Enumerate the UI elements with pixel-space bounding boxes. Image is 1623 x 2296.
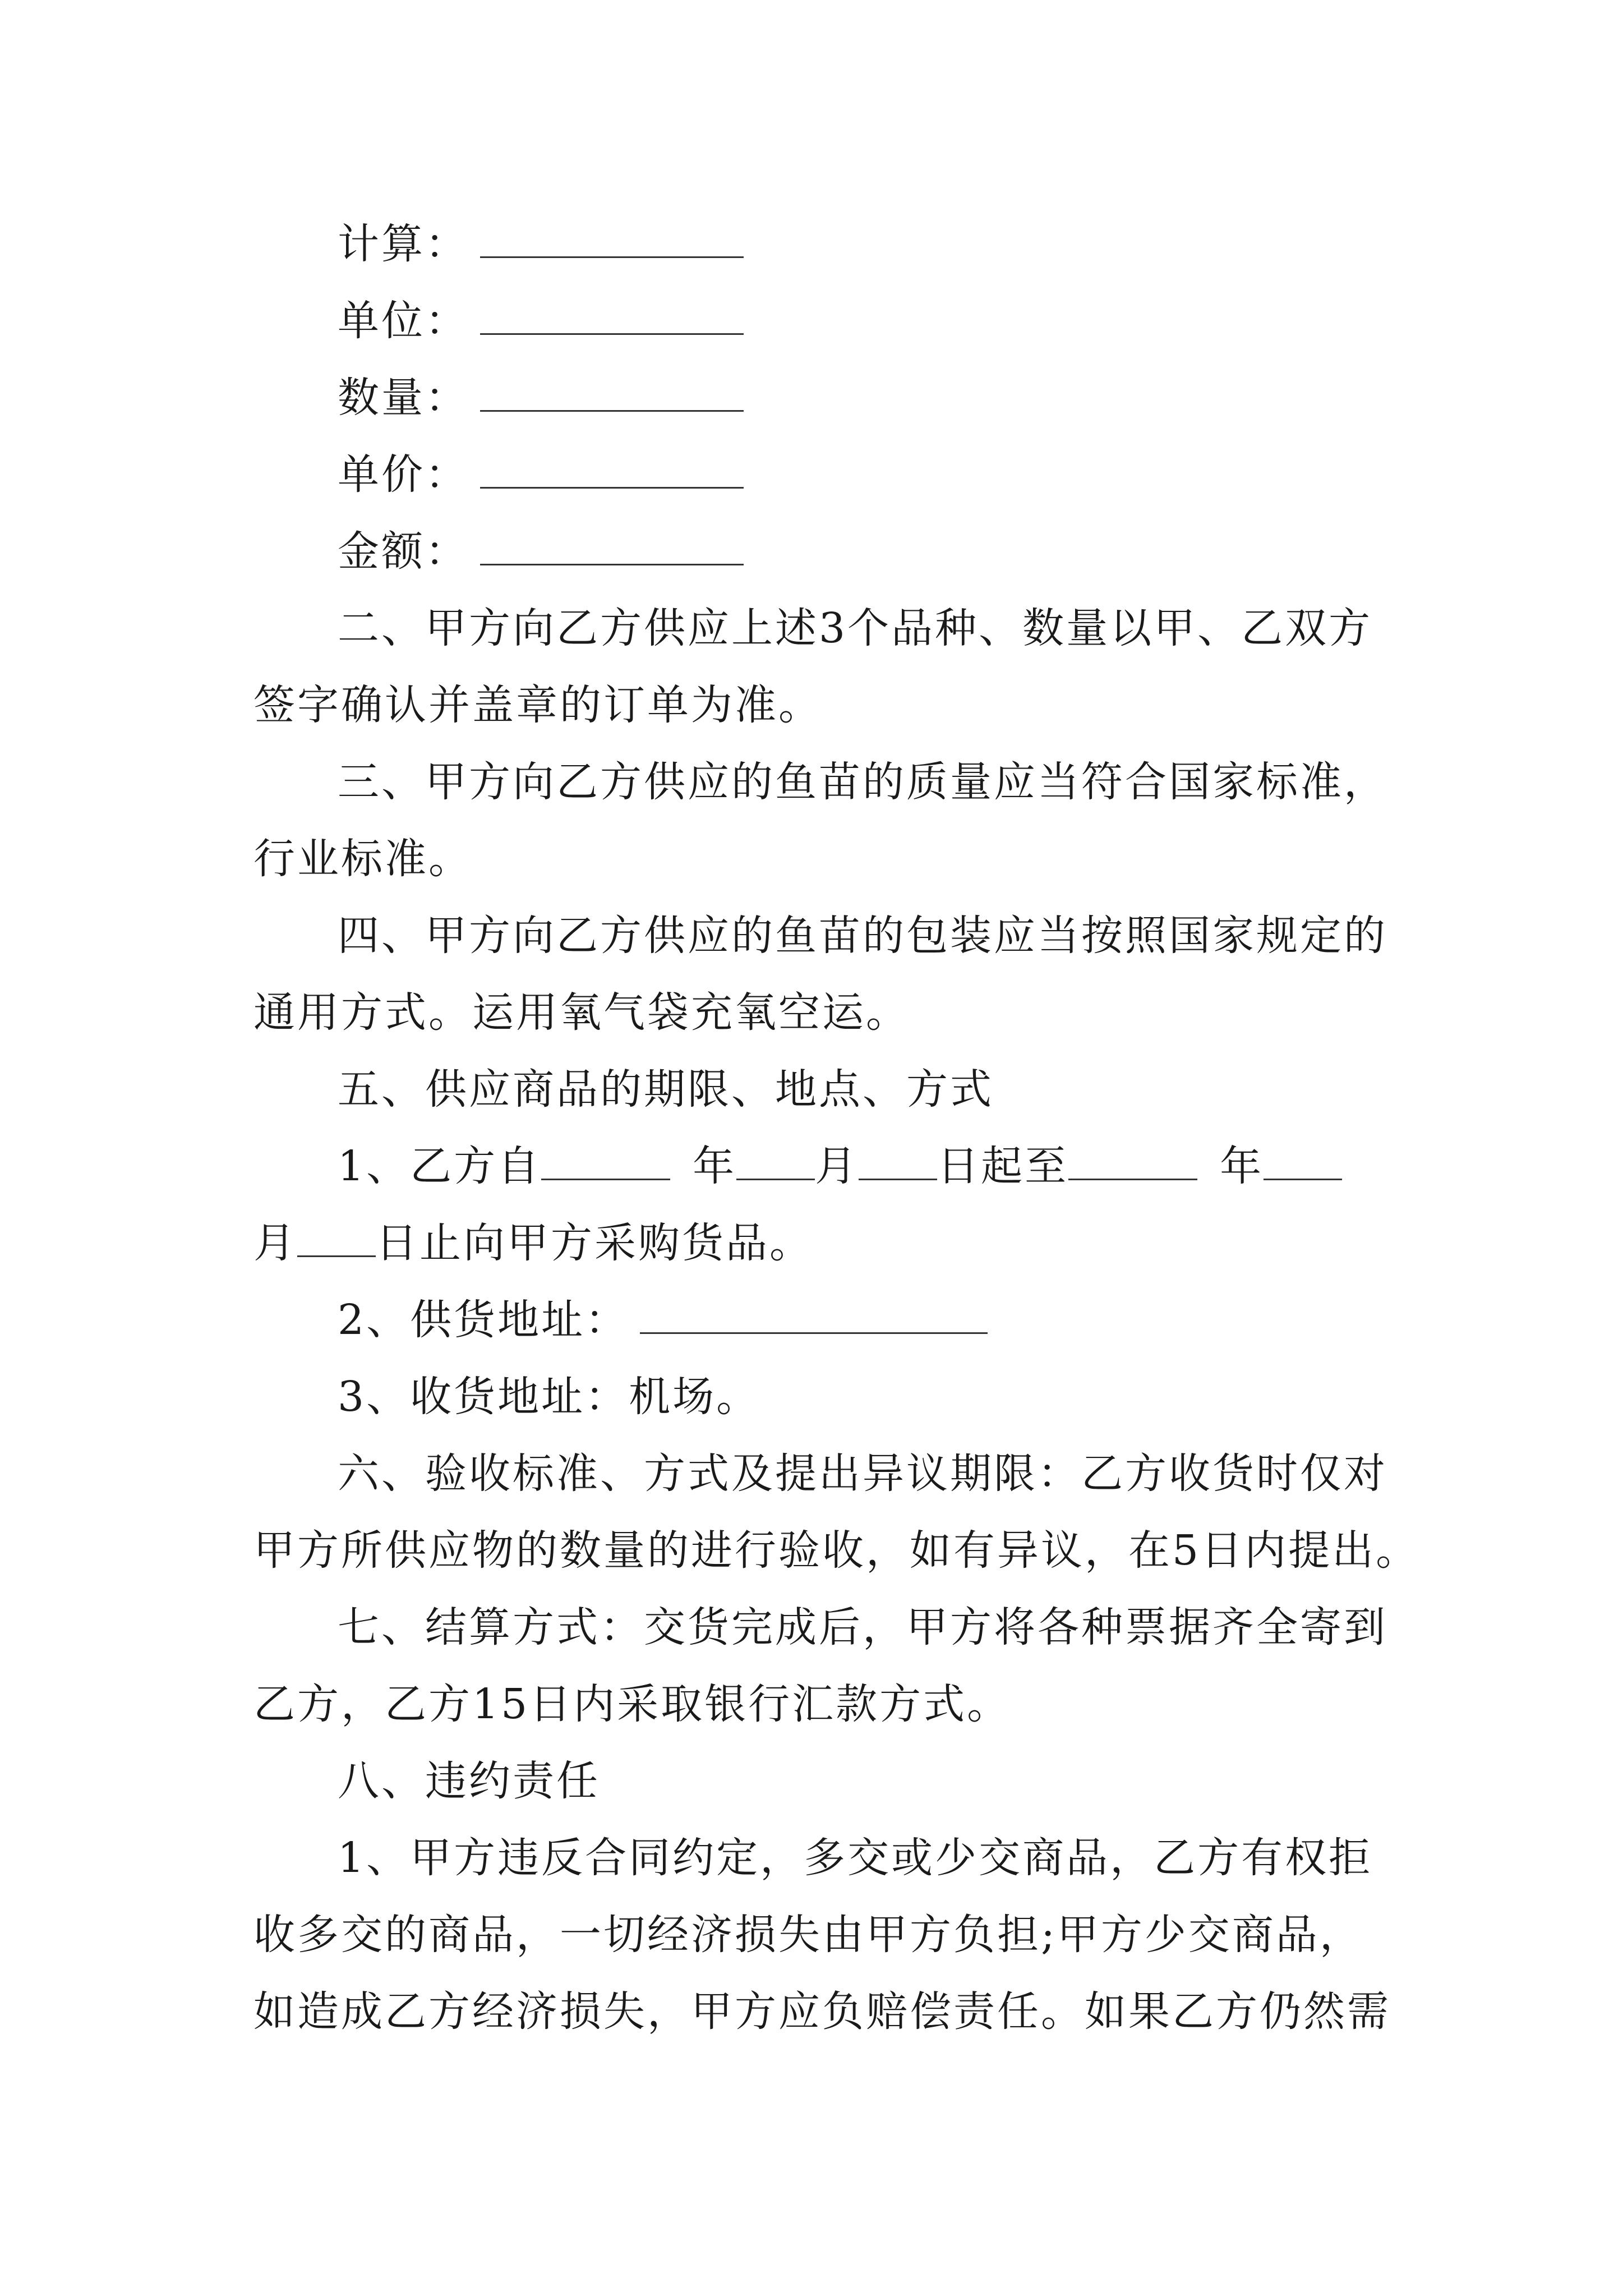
fill-blank[interactable] — [480, 448, 744, 489]
text-segment: 年 — [693, 1142, 737, 1190]
field-quantity — [338, 370, 1381, 426]
section-5-item-1-line-1 — [338, 1138, 1381, 1194]
section-5-item-3: 3、收货地址：机场。 — [338, 1373, 760, 1421]
field-label: 金额： — [338, 527, 469, 576]
text-segment: 2、供货地址： — [338, 1296, 629, 1344]
field-label: 单位： — [338, 297, 469, 345]
field-unit-price — [338, 447, 1381, 503]
section-8-title: 八、违约责任 — [338, 1757, 600, 1805]
fill-blank[interactable] — [480, 294, 744, 335]
section-8-item-1-line-1: 1、甲方违反合同约定，多交或少交商品，乙方有权拒 — [338, 1834, 1373, 1882]
text-segment: 年 — [1220, 1142, 1264, 1190]
month-blank[interactable] — [1264, 1139, 1342, 1180]
text-segment: 月 — [815, 1142, 859, 1190]
field-amount — [338, 523, 1381, 579]
section-5-item-1-line-2 — [253, 1215, 1381, 1271]
section-5-item-2 — [338, 1292, 1381, 1348]
section-5-title: 五、供应商品的期限、地点、方式 — [338, 1065, 994, 1114]
text-segment: 日起至 — [937, 1142, 1069, 1190]
section-7-line-2: 乙方，乙方15日内采取银行汇款方式。 — [253, 1680, 1011, 1728]
fill-blank[interactable] — [480, 371, 744, 412]
field-calc — [338, 216, 1381, 272]
section-2-line-2: 签字确认并盖章的订单为准。 — [253, 681, 822, 729]
section-6-line-1: 六、验收标准、方式及提出异议期限：乙方收货时仅对 — [338, 1450, 1387, 1498]
section-3-line-2: 行业标准。 — [253, 835, 472, 883]
day-blank[interactable] — [297, 1216, 376, 1257]
text-segment: 日止向甲方采购货品。 — [376, 1219, 813, 1267]
day-blank[interactable] — [859, 1139, 937, 1180]
address-blank[interactable] — [640, 1293, 988, 1334]
section-8-item-1-line-2: 收多交的商品，一切经济损失由甲方负担;甲方少交商品， — [253, 1911, 1363, 1959]
year-blank[interactable] — [541, 1139, 670, 1180]
field-label: 数量： — [338, 374, 469, 422]
section-4-line-1: 四、甲方向乙方供应的鱼苗的包装应当按照国家规定的 — [338, 912, 1387, 960]
text-segment: 月 — [253, 1219, 297, 1267]
fill-blank[interactable] — [480, 217, 744, 258]
section-4-line-2: 通用方式。运用氧气袋充氧空运。 — [253, 988, 910, 1037]
field-label: 计算： — [338, 220, 469, 268]
section-8-item-1-line-3: 如造成乙方经济损失，甲方应负赔偿责任。如果乙方仍然需 — [253, 1987, 1391, 2036]
month-blank[interactable] — [736, 1139, 815, 1180]
fill-blank[interactable] — [480, 524, 744, 565]
field-unit — [338, 293, 1381, 349]
section-3-line-1: 三、甲方向乙方供应的鱼苗的质量应当符合国家标准， — [338, 758, 1387, 806]
year-blank[interactable] — [1068, 1139, 1197, 1180]
section-6-line-2: 甲方所供应物的数量的进行验收，如有异议，在5日内提出。 — [253, 1526, 1420, 1575]
field-label: 单价： — [338, 450, 469, 499]
section-7-line-1: 七、结算方式：交货完成后，甲方将各种票据齐全寄到 — [338, 1603, 1387, 1651]
section-2-line-1: 二、甲方向乙方供应上述3个品种、数量以甲、乙双方 — [338, 604, 1373, 652]
text-segment: 1、乙方自 — [338, 1142, 542, 1190]
